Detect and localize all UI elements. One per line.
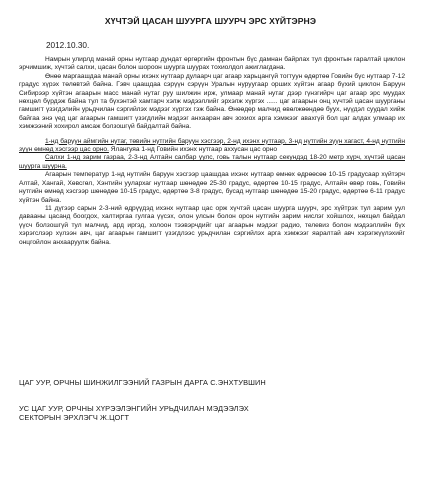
paragraph-4 [19, 154, 405, 171]
signature-line-1: ЦАГ УУР, ОРЧНЫ ШИНЖИЛГЭЭНИЙ ГАЗРЫН ДАРГА С.ЭНХТУВШИН [19, 378, 266, 387]
signature-block-2 [19, 404, 409, 422]
signature-line-2: УС ЦАГ УУР, ОРЧНЫ ХҮРЭЭЛЭНГИЙН УРЬДЧИЛАН МЭДЭЭЛЭХ [19, 404, 249, 413]
document-body [19, 56, 405, 247]
paragraph-3-underlined: 1-нд баруун аймгийн нутаг, төвийн нутгийн баруун хэсгээр, 2-нд ихэнх нутгаар, 3-нд нутгийн зүүн хагаст, 4-нд нутгийн зүүн өмнөд хэсгээр цас орно. [19, 137, 405, 154]
document-title: ХҮЧТЭЙ ЦАСАН ШУУРГА ШУУРЧ ЭРС ХҮЙТЭРНЭ [104, 16, 317, 26]
paragraph-1: Намрын улирлд манай орны нутгаар дундат өргөргийн фронтын бүс дамнан байрлах тул фронтын гаралтай циклон эрчимшиж, хүчтэй салхи, цасан болон шороон шуурга шуурах тохиолдол ажиглагдана. [19, 56, 405, 72]
paragraph-4-underlined: Салхи 1-нд зарим газраа, 2-3-нд Алтайн салбар уулс, говь талын нутгаар секундэд 18-20 метр хүрч, хүчтэй цасан шуурга шуурна. [19, 154, 405, 170]
paragraph-5: Агаарын температур 1-нд нутгийн баруун хэсгээр цаашдаа ихэнх нутгаар өмнөх өдрөөсөө 10-15 градусаар хүйтэрч Алтай, Хангай, Хөвсгөл, Хэнтийн уулархаг нутгаар шөнөдөө 25-30 градус, өдөртөө 10-15 градус, Алтайн өвөр говь, Говийн нутгийн өмнөд хэсгээр шөнөдөө 10-15 градус, өдөртөө 3-8 градус, бусад нутгаар шөнөдөө 15-20 градус, өдөртөө 6-11 градус хүйтэн байна. [19, 171, 405, 204]
paragraph-2: Өнөө маргаашдаа манай орны ихэнх нутгаар дулаарч цаг агаар харьцангүй тогтуун өдөртөө Говийн бүс нутгаар 7-12 градус хүрэх төлөвтэй байна. Гэвч цаашдаа сэрүүн сэрүүн Уралын нуруугаар орших хүйтэн агаар бүхий циклон Баруун Сибирээр хүйтэн агаарын масс манай нутаг руу шилжин ирж, улмаар манай нутаг дээр гүнзгийрч цаг агаар эрс муудах нөхцөл бүрдэж байна тул та бүхэнтэй хамтарч хэлж мэдээллийг эрхэлж хүргэх ...... цаг агаарын онц хүчтэй цасан шуурганы гамшигт үзэгдэлийн урьдчилан сэргийлэх мэдээг хүргэх гэж байна. Өнөөдөр малчид өвөлжөөндөө буух, нүүдэл суудал хийж байгаа энэ үед цаг агаарын гамшигт үзэгдлийн мэдээг анхааран авч зохиох арга хэмжээг авахгүй бол цаг алдах улмаар их хэмжээний хохирол амсаж болзошгүй байдалтай байна. [19, 72, 405, 131]
signature-block-1 [19, 378, 409, 387]
document-date: 2012.10.30. [46, 41, 90, 50]
paragraph-3-rest: Ялангуяа 1-нд Говийн ихэнх нутгаар аххусан цас орно [108, 146, 277, 154]
paragraph-6: 11 дүгээр сарын 2-3-ний өдрүүдэд ихэнх нутгаар цас орж хүчтэй цасан шуурга шуурч, эрс хүйтрэх тул зарим уул давааны цасанд боогдох, халтиргаа гулгаа үүсэх, олон улсын болон орон нутгийн зарим нислэг хойшлох, нөхцөл байдал үүсч болзошгүй тул малчид, ард иргэд, холоон тээвэрчдийг цаг агаарын мэдээг радио, телевиз болон мэдээллийн бүх хэрэгслээр хүлээн авч, цаг агаарын гамшигт үзэгдлээс урьдчилан сэргийлэх арга хэмжээг яаралтай авч хэрэгжүүлэхийг онцгойлон анхааруулж байна. [19, 204, 405, 246]
paragraph-3 [19, 138, 405, 155]
signature-line-3: СЕКТОРЫН ЭРХЛЭГЧ Ж.ЦОГТ [19, 413, 130, 422]
